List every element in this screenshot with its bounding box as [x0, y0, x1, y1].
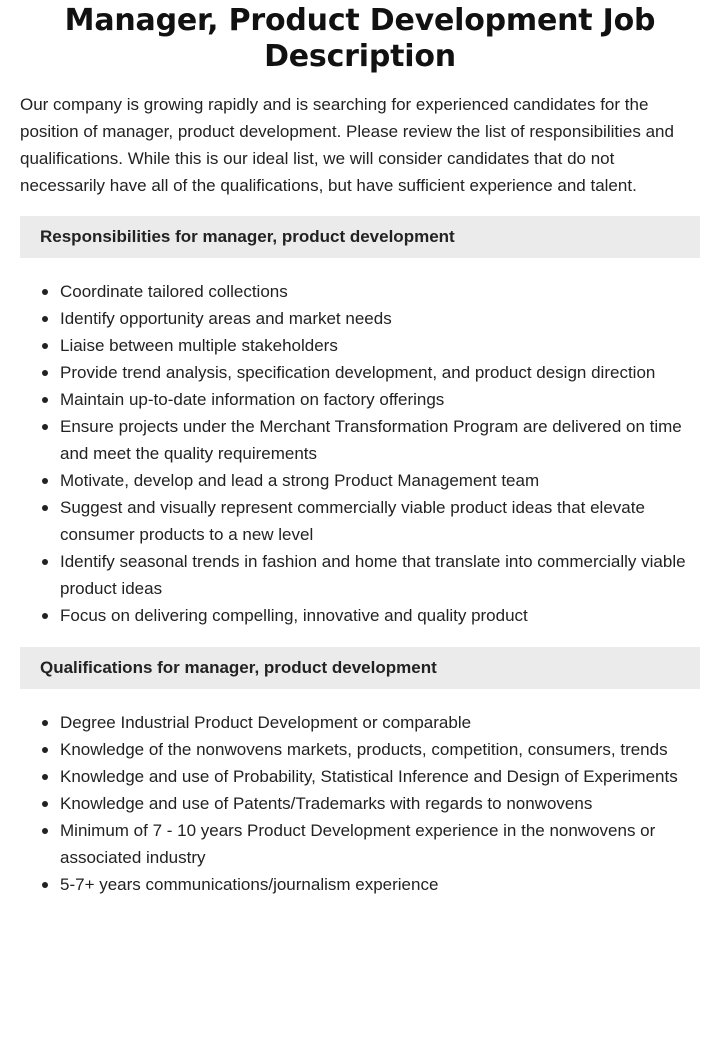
- list-item: Identify opportunity areas and market needs: [20, 305, 700, 332]
- qualifications-heading: Qualifications for manager, product development: [20, 647, 700, 689]
- list-item: Provide trend analysis, specification development, and product design direction: [20, 359, 700, 386]
- list-item: Minimum of 7 - 10 years Product Development experience in the nonwovens or associated industry: [20, 817, 700, 871]
- list-item: Maintain up-to-date information on factory offerings: [20, 386, 700, 413]
- list-item: Focus on delivering compelling, innovative and quality product: [20, 602, 700, 629]
- list-item: 5-7+ years communications/journalism experience: [20, 871, 700, 898]
- qualifications-list: [20, 709, 700, 898]
- list-item: Knowledge and use of Patents/Trademarks with regards to nonwovens: [20, 790, 700, 817]
- list-item: Suggest and visually represent commercially viable product ideas that elevate consumer products to a new level: [20, 494, 700, 548]
- list-item: Degree Industrial Product Development or comparable: [20, 709, 700, 736]
- page-title: Manager, Product Development Job Description: [64, 3, 656, 74]
- list-item: Motivate, develop and lead a strong Product Management team: [20, 467, 700, 494]
- responsibilities-list: [20, 278, 700, 629]
- list-item: Coordinate tailored collections: [20, 278, 700, 305]
- list-item: Knowledge and use of Probability, Statistical Inference and Design of Experiments: [20, 763, 700, 790]
- responsibilities-heading: Responsibilities for manager, product development: [20, 216, 700, 258]
- list-item: Liaise between multiple stakeholders: [20, 332, 700, 359]
- intro-paragraph: Our company is growing rapidly and is searching for experienced candidates for the position of manager, product development. Please review the list of responsibilities and qualifications. While this is our ideal list, we will consider candidates that do not necessarily have all of the qualifications, but have sufficient experience and talent.: [20, 95, 674, 195]
- list-item: Identify seasonal trends in fashion and home that translate into commercially viable product ideas: [20, 548, 700, 602]
- list-item: Ensure projects under the Merchant Transformation Program are delivered on time and meet the quality requirements: [20, 413, 700, 467]
- list-item: Knowledge of the nonwovens markets, products, competition, consumers, trends: [20, 736, 700, 763]
